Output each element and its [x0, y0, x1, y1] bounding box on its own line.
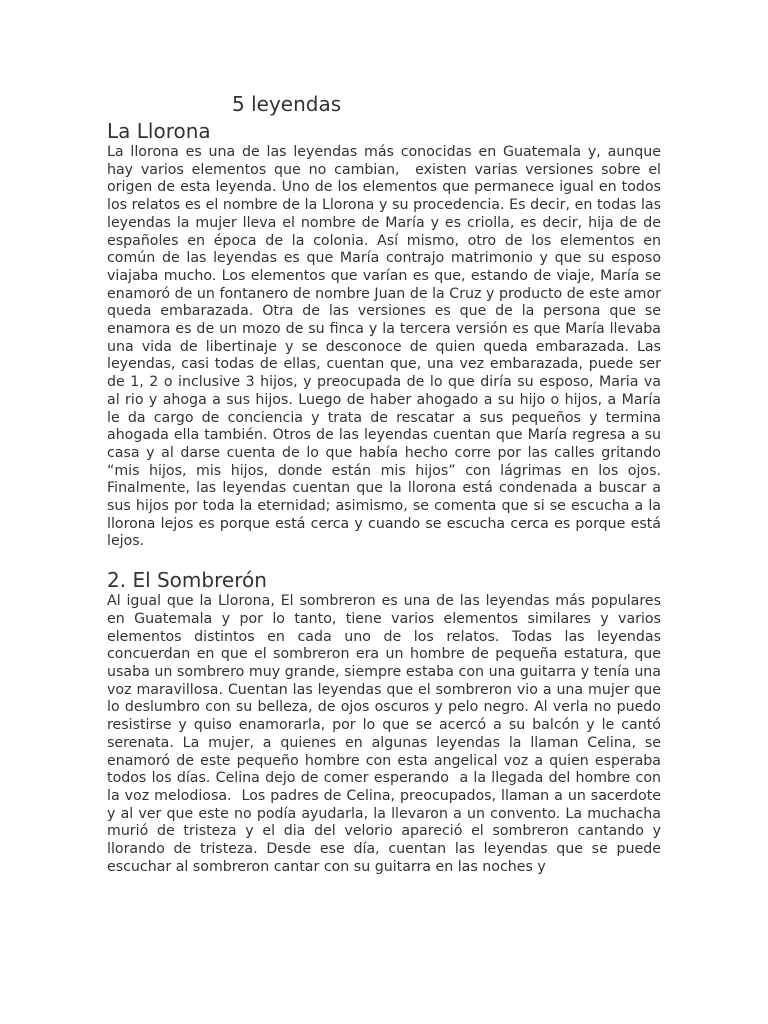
document-title: 5 leyendas [232, 92, 342, 116]
section-heading: La Llorona [107, 119, 211, 143]
section-body: La llorona es una de las leyendas más conocidas en Guatemala y, aunque hay varios elementos que no cambian, existen varias versiones sobre el origen de esta leyenda. Uno de los elementos que permanece igual en todos los relatos es el nombre de la Llorona y su procedencia. Es decir, en todas las leyendas la mujer lleva el nombre de María y es criolla, es decir, hija de de españoles en época de la colonia. Así mismo, otro de los elementos en común de las leyendas es que María contrajo matrimonio y que su esposo viajaba mucho. Los elementos que varían es que, estando de viaje, María se enamoró de un fontanero de nombre Juan de la Cruz y producto de este amor queda embarazada. Otra de las versiones es que de la persona que se enamora es de un mozo de su finca y la tercera versión es que María llevaba una vida de libertinaje y se desconoce de quien queda embarazada. Las leyendas, casi todas de ellas, cuentan que, una vez embarazada, puede ser de 1, 2 o inclusive 3 hijos, y preocupada de lo que diría su esposo, Maria va al rio y ahoga a sus hijos. Luego de haber ahogado a su hijo o hijos, a María le da cargo de conciencia y trata de rescatar a sus pequeños y termina ahogada ella también. Otros de las leyendas cuentan que María regresa a su casa y al darse cuenta de lo que había hecho corre por las calles gritando “mis hijos, mis hijos, donde están mis hijos” con lágrimas en los ojos. Finalmente, las leyendas cuentan que la llorona está condenada a buscar a sus hijos por toda la eternidad; asimismo, se comenta que si se escucha a la llorona lejos es porque está cerca y cuando se escucha cerca es porque está lejos. [107, 144, 666, 550]
section-heading: 2. El Sombrerón [107, 568, 267, 593]
section-el-sombreron [107, 567, 666, 876]
section-body: Al igual que la Llorona, El sombreron es una de las leyendas más populares en Guatemala y por lo tanto, tiene varios elementos similares y varios elementos distintos en cada uno de los relatos. Todas las leyendas concuerdan en que el sombreron era un hombre de pequeña estatura, que usaba un sombrero muy grande, siempre estaba con una guitarra y tenía una voz maravillosa. Cuentan las leyendas que el sombreron vio a una mujer que lo deslumbro con su belleza, de ojos oscuros y pelo negro. Al verla no puedo resistirse y quiso enamorarla, por lo que se acercó a su balcón y le cantó serenata. La mujer, a quienes en algunas leyendas la llaman Celina, se enamoró de este pequeño hombre con esta angelical voz a quien esperaba todos los días. Celina dejo de comer esperando a la llegada del hombre con la voz melodiosa. Los padres de Celina, preocupados, llaman a un sacerdote y al ver que este no podía ayudarla, la llevaron a un convento. La muchacha murió de tristeza y el dia del velorio apareció el sombreron cantando y llorando de tristeza. Desde ese día, cuentan las leyendas que se puede escuchar al sombreron cantar con su guitarra en las noches y [107, 593, 666, 875]
section-la-llorona [107, 118, 666, 551]
document-page [107, 90, 666, 876]
